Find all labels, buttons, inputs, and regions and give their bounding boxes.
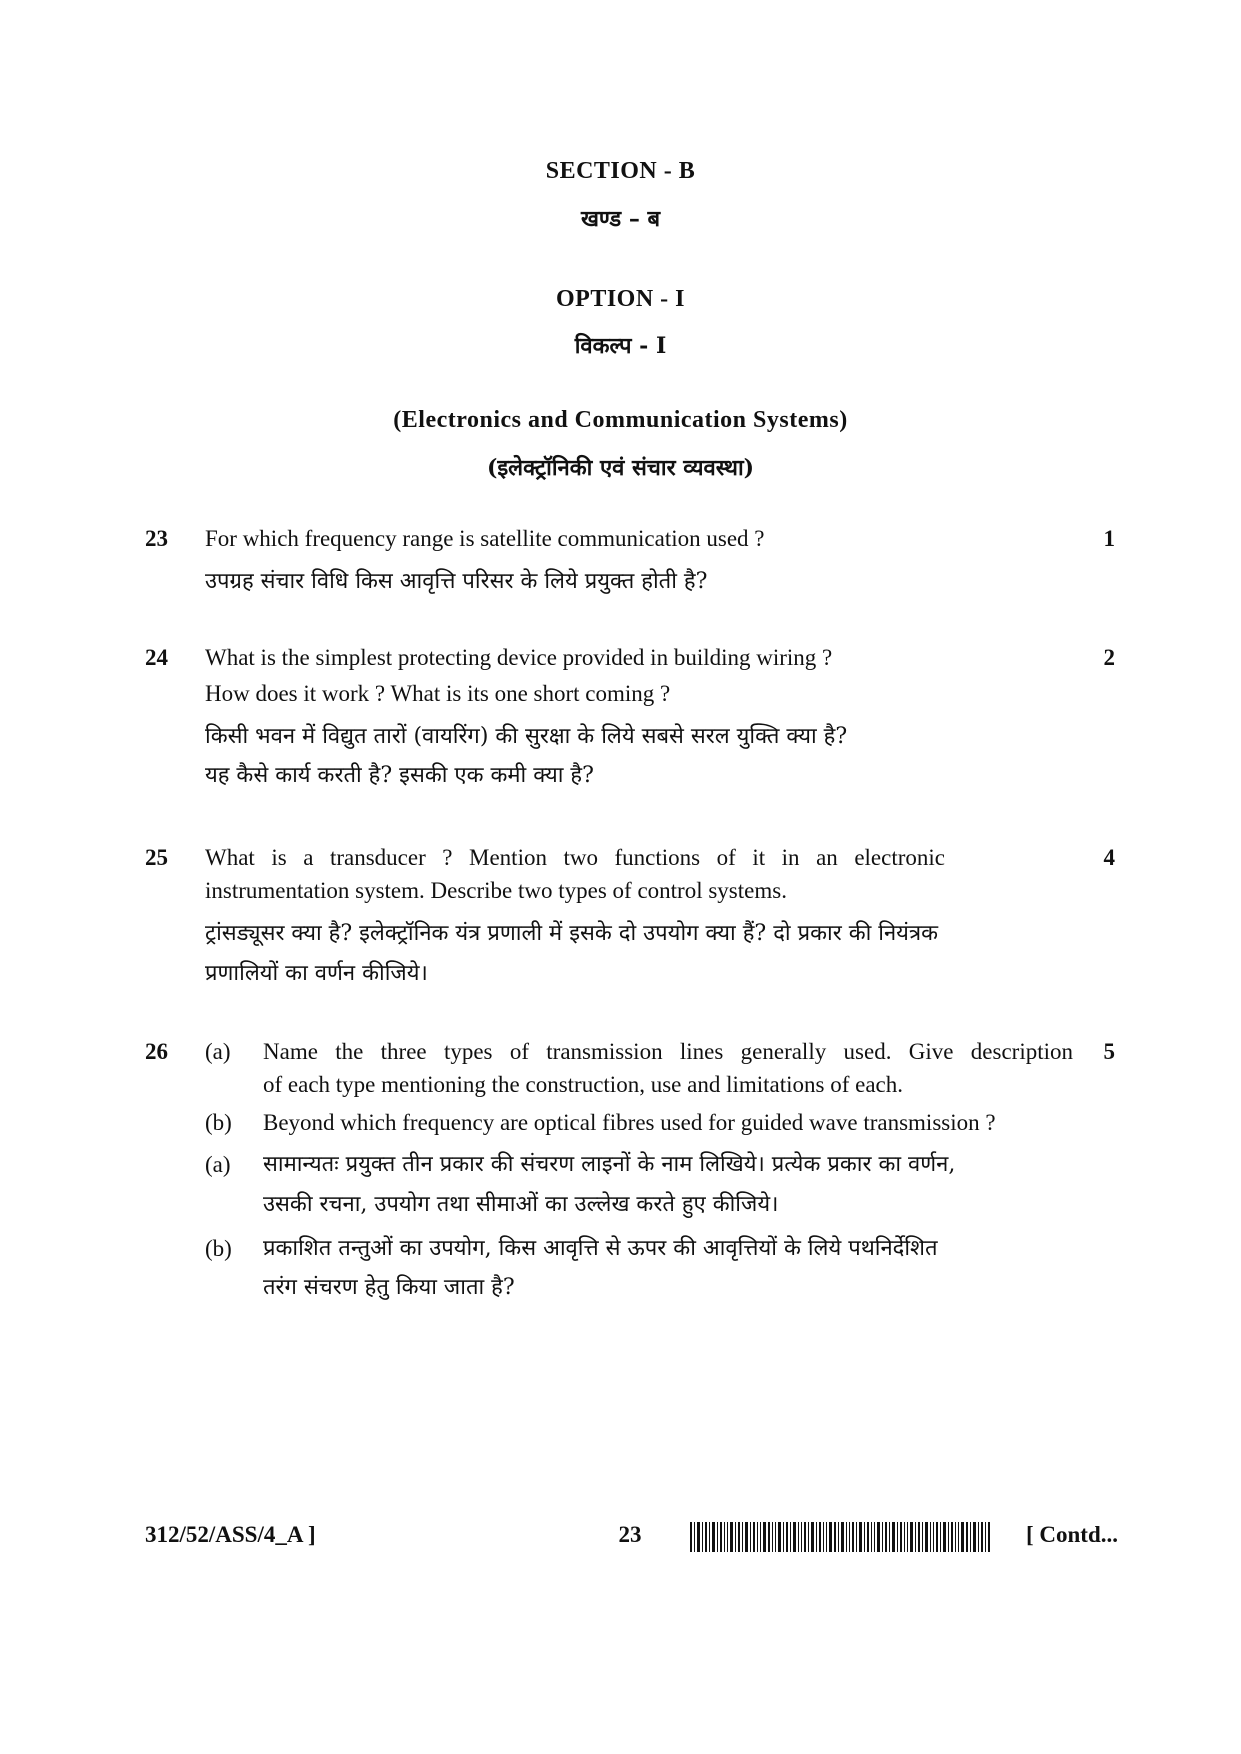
part-text-hindi: प्रकाशित तन्तुओं का उपयोग, किस आवृत्ति से ऊपर की आवृत्तियों के लिये पथनिर्देशित [263, 1236, 938, 1261]
question-text-hindi: यह कैसे कार्य करती है? इसकी एक कमी क्या है? [205, 763, 594, 788]
question-marks: 1 [1103, 526, 1115, 551]
question-text-hindi: उपग्रह संचार विधि किस आवृत्ति परिसर के लिये प्रयुक्त होती है? [205, 569, 708, 594]
question-marks: 4 [1103, 845, 1115, 870]
question-text-hindi: प्रणालियों का वर्णन कीजिये। [205, 961, 428, 986]
part-label: (a) [205, 1152, 231, 1177]
option-heading-hindi: विकल्प - I [574, 333, 667, 359]
question-number: 26 [145, 1039, 168, 1064]
question-marks: 2 [1103, 645, 1115, 670]
question-number: 23 [145, 526, 168, 551]
option-heading: OPTION - I [555, 286, 685, 312]
continued-note: [ Contd... [1025, 1522, 1118, 1547]
question-marks: 5 [1103, 1039, 1115, 1064]
page-number: 23 [618, 1522, 642, 1547]
question-number: 25 [145, 845, 168, 870]
part-text-hindi: उसकी रचना, उपयोग तथा सीमाओं का उल्लेख करते हुए कीजिये। [263, 1192, 779, 1217]
section-heading-hindi: खण्ड – ब [580, 206, 661, 232]
question-text-english: instrumentation system. Describe two types of control systems. [205, 878, 787, 903]
topic-heading: (Electronics and Communication Systems) [393, 407, 848, 433]
question-text-hindi: ट्रांसड्यूसर क्या है? इलेक्ट्रॉनिक यंत्र प्रणाली में इसके दो उपयोग क्या हैं? दो प्रकार की नियंत्रक [205, 921, 938, 946]
question-number: 24 [145, 645, 168, 670]
barcode-icon [690, 1522, 990, 1552]
question-text-english: How does it work ? What is its one short coming ? [205, 681, 671, 706]
question-text-english: For which frequency range is satellite communication used ? [205, 526, 765, 551]
part-label: (b) [205, 1236, 232, 1261]
question-text-english: What is a transducer ? Mention two functions of it in an electronic [205, 845, 945, 870]
part-text-english: Beyond which frequency are optical fibres used for guided wave transmission ? [263, 1110, 996, 1135]
part-text-english: of each type mentioning the construction, use and limitations of each. [263, 1072, 903, 1097]
question-text-hindi: किसी भवन में विद्युत तारों (वायरिंग) की सुरक्षा के लिये सबसे सरल युक्ति क्या है? [205, 724, 848, 749]
part-text-english: Name the three types of transmission lines generally used. Give description [263, 1039, 1073, 1064]
part-text-hindi: तरंग संचरण हेतु किया जाता है? [263, 1275, 515, 1300]
question-text-english: What is the simplest protecting device provided in building wiring ? [205, 645, 833, 670]
paper-code: 312/52/ASS/4_A ] [145, 1522, 316, 1547]
topic-heading-hindi: (इलेक्ट्रॉनिकी एवं संचार व्यवस्था) [486, 455, 755, 481]
part-text-hindi: सामान्यतः प्रयुक्त तीन प्रकार की संचरण लाइनों के नाम लिखिये। प्रत्येक प्रकार का वर्णन, [263, 1152, 956, 1177]
part-label: (b) [205, 1110, 232, 1135]
part-label: (a) [205, 1039, 231, 1064]
section-heading: SECTION - B [545, 158, 696, 184]
